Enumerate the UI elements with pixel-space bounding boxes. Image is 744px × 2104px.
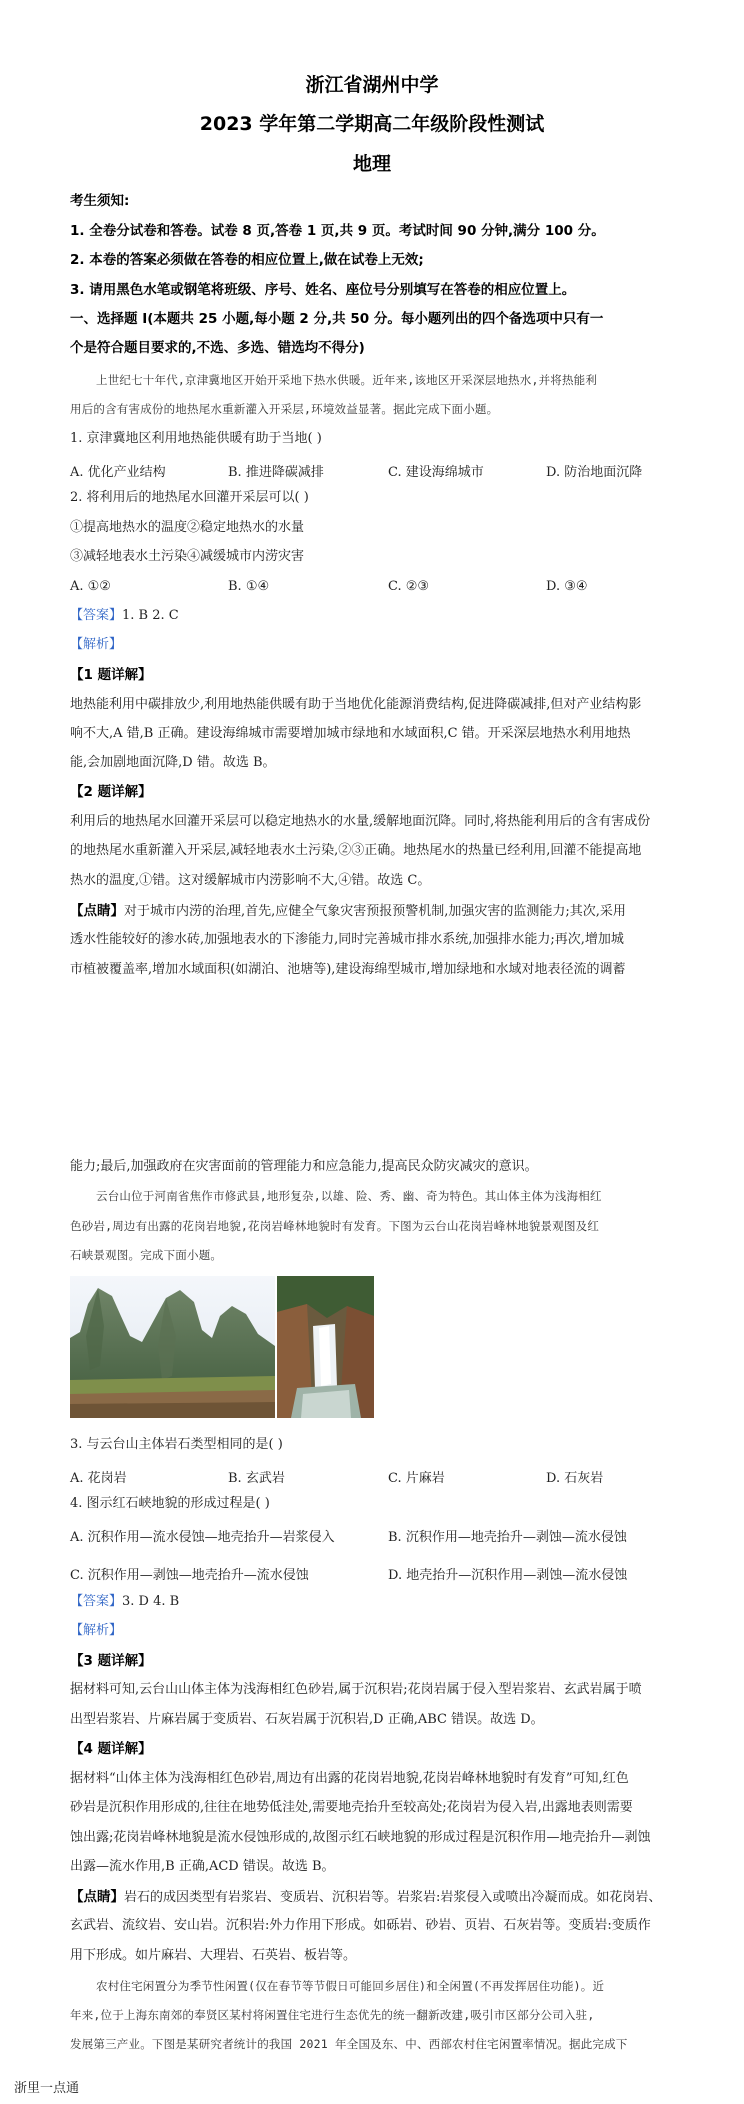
material-2-line2: 色砂岩,周边有出露的花岗岩地貌,花岗岩峰林地貌时有发育。下图为云台山花岗岩峰林地貌景观图及红 — [70, 1219, 600, 1233]
tip-1-line: 能力;最后,加强政府在灾害面前的管理能力和应急能力,提高民众防灾减灾的意识。 — [70, 1159, 538, 1174]
footer-watermark: 浙里一点通 — [14, 2081, 80, 2096]
explain-4-line: 蚀出露;花岗岩峰林地貌是流水侵蚀形成的,故图示红石峡地貌的形成过程是沉积作用—地壳抬升—剥蚀 — [70, 1830, 651, 1845]
explain-1-line: 地热能利用中碳排放少,利用地热能供暖有助于当地优化能源消费结构,促进降碳减排,但对产业结构影 — [70, 697, 642, 712]
explain-4-line: 砂岩是沉积作用形成的,往往在地势低洼处,需要地壳抬升至较高处;花岗岩为侵入岩,出露地表则需要 — [70, 1800, 633, 1815]
material-2-line3: 石峡景观图。完成下面小题。 — [70, 1248, 223, 1262]
question-2-option-d: D. ③④ — [546, 579, 588, 594]
question-2-statements-1: ①提高地热水的温度②稳定地热水的水量 — [70, 520, 305, 535]
instructions-heading: 考生须知: — [70, 193, 130, 209]
explain-2-line: 的地热尾水重新灌入开采层,减轻地表水土污染,②③正确。地热尾水的热量已经利用,回灌不能提高地 — [70, 843, 642, 858]
question-1-option-b: B. 推进降碳减排 — [228, 465, 324, 480]
section-heading-line2: 个是符合题目要求的,不选、多选、错选均不得分) — [70, 340, 365, 356]
question-3-option-b: B. 玄武岩 — [228, 1471, 285, 1486]
explain-4-title: 【4 题详解】 — [70, 1741, 152, 1757]
answer-block-1 — [70, 608, 700, 624]
question-3-option-c: C. 片麻岩 — [388, 1471, 445, 1486]
question-1-option-d: D. 防治地面沉降 — [546, 465, 643, 480]
tip-label: 【点睛】 — [70, 1889, 124, 1905]
explain-3-title: 【3 题详解】 — [70, 1653, 152, 1669]
question-2-option-a: A. ①② — [70, 579, 111, 594]
subject-title: 地理 — [352, 153, 391, 175]
tip-1-line: 市植被覆盖率,增加水域面积(如湖泊、池塘等),建设海绵型城市,增加绿地和水域对地表径流的调蓄 — [70, 962, 626, 977]
instruction-item: 3. 请用黑色水笔或钢笔将班级、序号、姓名、座位号分别填写在答卷的相应位置上。 — [70, 282, 576, 298]
granite-peak-illustration — [70, 1276, 275, 1418]
tip-2-line: 用下形成。如片麻岩、大理岩、石英岩、板岩等。 — [70, 1948, 357, 1963]
analysis-label: 【解析】 — [70, 637, 123, 652]
explain-4-line: 出露—流水作用,B 正确,ACD 错误。故选 B。 — [70, 1859, 335, 1874]
explain-4-line: 据材料“山体主体为浅海相红色砂岩,周边有出露的花岗岩地貌,花岗岩峰林地貌时有发育”可知,红色 — [70, 1771, 629, 1786]
red-gorge-waterfall-illustration — [277, 1276, 374, 1418]
answer-block-2 — [70, 1594, 700, 1610]
material-3-line1: 农村住宅闲置分为季节性闲置(仅在春节等节假日可能回乡居住)和全闲置(不再发挥居住功能)。近 — [96, 1979, 605, 1993]
tip-1-line: 【点睛】对于城市内涝的治理,首先,应健全气象灾害预报预警机制,加强灾害的监测能力;其次,采用 — [70, 903, 626, 919]
material-2-line1: 云台山位于河南省焦作市修武县,地形复杂,以雄、险、秀、幽、奇为特色。其山体主体为浅海相红 — [96, 1189, 602, 1203]
tip-2-line: 【点睛】岩石的成因类型有岩浆岩、变质岩、沉积岩等。岩浆岩:岩浆侵入或喷出冷凝而成。如花岗岩、 — [70, 1889, 662, 1905]
material-1-line1: 上世纪七十年代,京津冀地区开始开采地下热水供暖。近年来,该地区开采深层地热水,并将热能利 — [96, 373, 598, 387]
explain-1-line: 响不大,A 错,B 正确。建设海绵城市需要增加城市绿地和水域面积,C 错。开采深层地热水利用地热 — [70, 726, 631, 741]
question-4-option-b: B. 沉积作用—地壳抬升—剥蚀—流水侵蚀 — [388, 1530, 627, 1545]
question-1-option-a: A. 优化产业结构 — [70, 465, 166, 480]
explain-3-line: 据材料可知,云台山山体主体为浅海相红色砂岩,属于沉积岩;花岗岩属于侵入型岩浆岩、玄武岩属于喷 — [70, 1682, 642, 1697]
analysis-label: 【解析】 — [70, 1623, 123, 1638]
explain-1-title: 【1 题详解】 — [70, 667, 152, 683]
material-1-line2: 用后的含有害成份的地热尾水重新灌入开采层,环境效益显著。据此完成下面小题。 — [70, 402, 499, 416]
question-4-option-a: A. 沉积作用—流水侵蚀—地壳抬升—岩浆侵入 — [70, 1530, 335, 1545]
school-title: 浙江省湖州中学 — [305, 74, 439, 96]
answer-label: 【答案】 — [70, 608, 123, 623]
question-4-option-c: C. 沉积作用—剥蚀—地壳抬升—流水侵蚀 — [70, 1568, 309, 1583]
tip-1-line: 透水性能较好的渗水砖,加强地表水的下渗能力,同时完善城市排水系统,加强排水能力;再次,增加城 — [70, 932, 624, 947]
instruction-item: 1. 全卷分试卷和答卷。试卷 8 页,答卷 1 页,共 9 页。考试时间 90 分钟,满分 100 分。 — [70, 223, 605, 239]
question-3-option-a: A. 花岗岩 — [70, 1471, 127, 1486]
answer-values: 3. D 4. B — [122, 1594, 180, 1609]
question-1-option-c: C. 建设海绵城市 — [388, 465, 484, 480]
explain-2-title: 【2 题详解】 — [70, 784, 152, 800]
red-gorge-waterfall-photo — [277, 1276, 374, 1418]
question-2-option-c: C. ②③ — [388, 579, 430, 594]
answer-label: 【答案】 — [70, 1594, 123, 1609]
question-4-option-d: D. 地壳抬升—沉积作用—剥蚀—流水侵蚀 — [388, 1568, 628, 1583]
question-2-option-b: B. ①④ — [228, 579, 270, 594]
question-3-stem: 3. 与云台山主体岩石类型相同的是( ) — [70, 1437, 283, 1452]
question-2-stem: 2. 将利用后的地热尾水回灌开采层可以( ) — [70, 490, 309, 505]
question-1-stem: 1. 京津冀地区利用地热能供暖有助于当地( ) — [70, 431, 322, 446]
question-2-statements-2: ③减轻地表水土污染④减缓城市内涝灾害 — [70, 549, 305, 564]
instruction-item: 2. 本卷的答案必须做在答卷的相应位置上,做在试卷上无效; — [70, 252, 424, 268]
answer-values: 1. B 2. C — [122, 608, 179, 623]
explain-2-line: 热水的温度,①错。这对缓解城市内涝影响不大,④错。故选 C。 — [70, 873, 431, 888]
question-4-stem: 4. 图示红石峡地貌的形成过程是( ) — [70, 1496, 270, 1511]
material-3-line3: 发展第三产业。下图是某研究者统计的我国 2021 年全国及东、中、西部农村住宅闲置率情况。据此完成下 — [70, 2037, 628, 2051]
tip-2-line: 玄武岩、流纹岩、安山岩。沉积岩:外力作用下形成。如砾岩、砂岩、页岩、石灰岩等。变质岩:变质作 — [70, 1918, 651, 1933]
explain-1-line: 能,会加剧地面沉降,D 错。故选 B。 — [70, 755, 276, 770]
explain-2-line: 利用后的地热尾水回灌开采层可以稳定地热水的水量,缓解地面沉降。同时,将热能利用后的含有害成份 — [70, 814, 651, 829]
exam-title: 2023 学年第二学期高二年级阶段性测试 — [199, 113, 545, 135]
tip-label: 【点睛】 — [70, 903, 124, 919]
material-3-line2: 年来,位于上海东南郊的奉贤区某村将闲置住宅进行生态优先的统一翻新改建,吸引市区部分公司入驻, — [70, 2008, 595, 2022]
granite-peak-photo — [70, 1276, 275, 1418]
section-heading-line1: 一、选择题 I(本题共 25 小题,每小题 2 分,共 50 分。每小题列出的四个备选项中只有一 — [70, 311, 604, 327]
explain-3-line: 出型岩浆岩、片麻岩属于变质岩、石灰岩属于沉积岩,D 正确,ABC 错误。故选 D。 — [70, 1712, 544, 1727]
question-3-option-d: D. 石灰岩 — [546, 1471, 604, 1486]
